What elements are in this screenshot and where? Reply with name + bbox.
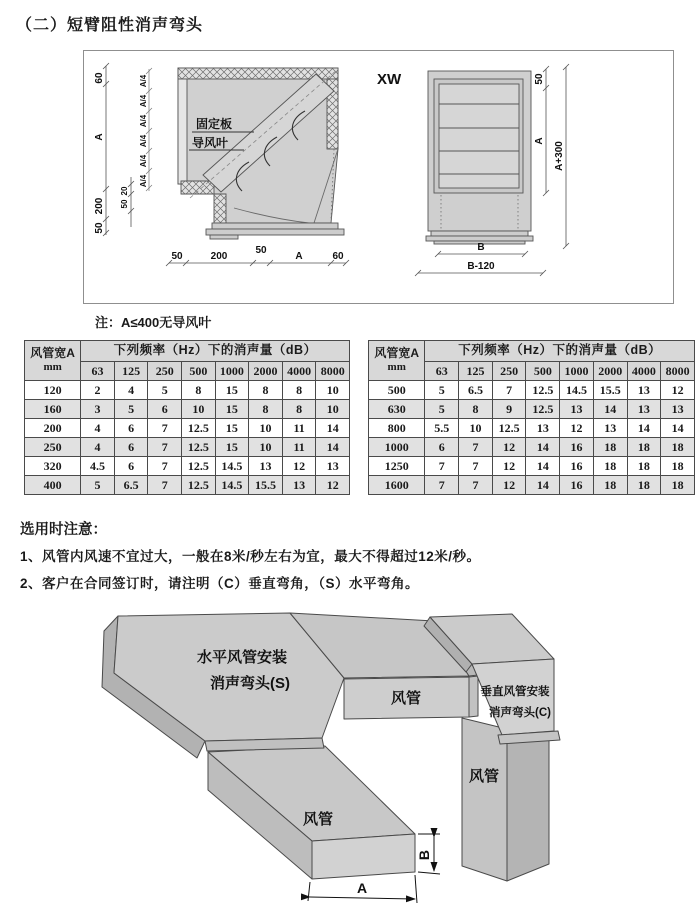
installation-diagram [0, 598, 700, 917]
frequency-header: 2000 [249, 362, 283, 381]
dim-50-inner: 50 [120, 199, 129, 209]
table-row [369, 476, 695, 495]
duct-width-cell: 250 [25, 438, 81, 457]
attenuation-cell: 12 [492, 476, 526, 495]
attenuation-cell: 5 [81, 476, 115, 495]
attenuation-cell: 13 [316, 457, 350, 476]
frequency-header: 63 [425, 362, 459, 381]
attenuation-cell: 14 [526, 438, 560, 457]
attenuation-cell: 18 [593, 438, 627, 457]
attenuation-cell: 8 [182, 381, 216, 400]
attenuation-cell: 4.5 [81, 457, 115, 476]
attenuation-cell: 13 [282, 476, 316, 495]
frequency-header: 4000 [282, 362, 316, 381]
duct-width-header: 风管宽A mm [25, 341, 81, 381]
frequency-header: 1000 [215, 362, 249, 381]
attenuation-cell: 15 [215, 419, 249, 438]
front-louver-area [439, 84, 519, 188]
attenuation-span-header: 下列频率（Hz）下的消声量（dB） [81, 341, 350, 362]
duct-width-cell: 1250 [369, 457, 425, 476]
table-row [369, 438, 695, 457]
attenuation-cell: 12.5 [182, 476, 216, 495]
frequency-header: 2000 [593, 362, 627, 381]
attenuation-cell: 4 [114, 381, 148, 400]
dim-200: 200 [94, 197, 105, 215]
table-row [369, 457, 695, 476]
attenuation-cell: 12 [282, 457, 316, 476]
attenuation-cell: 6.5 [459, 381, 493, 400]
attenuation-cell: 12.5 [526, 400, 560, 419]
attenuation-cell: 18 [627, 457, 661, 476]
notes-heading: 选用时注意： [20, 522, 107, 538]
attenuation-cell: 8 [282, 381, 316, 400]
frequency-header: 4000 [627, 362, 661, 381]
attenuation-cell: 7 [148, 419, 182, 438]
attenuation-cell: 13 [627, 400, 661, 419]
attenuation-cell: 8 [459, 400, 493, 419]
vane-spacing-mark: A/4 [139, 134, 148, 148]
frequency-header: 8000 [316, 362, 350, 381]
attenuation-cell: 12 [560, 419, 594, 438]
table-row [369, 400, 695, 419]
attenuation-cell: 14 [627, 419, 661, 438]
c-elbow-label-1: 垂直风管安装 [480, 686, 550, 698]
duct-width-cell: 200 [25, 419, 81, 438]
iso-dim-B: B [416, 849, 432, 861]
attenuation-cell: 10 [249, 419, 283, 438]
attenuation-cell: 7 [492, 381, 526, 400]
dim-50-left: 50 [94, 222, 105, 234]
duct-width-cell: 120 [25, 381, 81, 400]
guide-vane-label: 导风叶 [192, 136, 229, 150]
attenuation-cell: 5 [148, 381, 182, 400]
attenuation-cell: 15 [215, 400, 249, 419]
s-elbow-label-1: 水平风管安装 [196, 649, 288, 666]
iso-dim-A: A [356, 880, 368, 896]
attenuation-cell: 12 [316, 476, 350, 495]
vane-spacing-mark: A/4 [139, 74, 148, 88]
duct-width-cell: 1600 [369, 476, 425, 495]
attenuation-cell: 14 [316, 438, 350, 457]
attenuation-cell: 14 [316, 419, 350, 438]
attenuation-cell: 13 [560, 400, 594, 419]
dim-A-left: A [94, 133, 105, 141]
corner-lining-v [214, 194, 226, 223]
selection-notes [20, 518, 680, 599]
attenuation-cell: 12 [492, 457, 526, 476]
front-view [426, 71, 533, 244]
duct-width-cell: 1000 [369, 438, 425, 457]
attenuation-cell: 16 [560, 457, 594, 476]
dim-B: B [477, 242, 485, 253]
vane-spacing-mark: A/4 [139, 154, 148, 168]
dim-20: 20 [120, 186, 129, 196]
model-label: XW [377, 71, 402, 88]
attenuation-cell: 6 [114, 457, 148, 476]
vane-spacing-chain [139, 68, 152, 191]
dim-A300: A+300 [554, 141, 565, 171]
attenuation-cell: 6 [114, 438, 148, 457]
attenuation-cell: 7 [148, 476, 182, 495]
attenuation-cell: 12.5 [526, 381, 560, 400]
inlet-flange-1 [210, 235, 238, 239]
dim-50-top: 50 [534, 73, 545, 85]
attenuation-cell: 12.5 [182, 438, 216, 457]
duct-width-cell: 500 [369, 381, 425, 400]
diagonal-duct-end-face [312, 834, 415, 879]
table-row [369, 381, 695, 400]
attenuation-cell: 7 [148, 438, 182, 457]
attenuation-cell: 10 [182, 400, 216, 419]
table-row [369, 419, 695, 438]
attenuation-cell: 3 [81, 400, 115, 419]
attenuation-cell: 7 [459, 476, 493, 495]
attenuation-cell: 15 [215, 381, 249, 400]
duct-width-cell: 320 [25, 457, 81, 476]
note-item-1: 1、风管内风速不宜过大，一般在8米/秒左右为宜，最大不得超过12米/秒。 [20, 549, 481, 564]
horizontal-duct-collar-front [469, 676, 478, 717]
table-row [25, 438, 350, 457]
attenuation-cell: 6 [148, 400, 182, 419]
dim-b50b: 50 [255, 245, 267, 256]
horizontal-duct-label: 风管 [390, 690, 422, 707]
attenuation-cell: 14.5 [560, 381, 594, 400]
attenuation-cell: 7 [148, 457, 182, 476]
outlet-flange-2 [206, 229, 344, 235]
duct-width-cell: 160 [25, 400, 81, 419]
corner-lining-h [181, 181, 214, 194]
attenuation-cell: 13 [661, 400, 695, 419]
attenuation-cell: 8 [249, 400, 283, 419]
dim-b60: 60 [332, 251, 344, 262]
diagonal-duct [208, 746, 415, 879]
frequency-header: 125 [114, 362, 148, 381]
dim-B120: B-120 [467, 261, 495, 272]
duct-width-cell: 800 [369, 419, 425, 438]
frequency-header: 1000 [560, 362, 594, 381]
vane-spacing-mark: A/4 [139, 94, 148, 108]
technical-drawing [84, 51, 673, 303]
attenuation-cell: 6.5 [114, 476, 148, 495]
attenuation-cell: 7 [459, 457, 493, 476]
dim-b50a: 50 [171, 251, 183, 262]
attenuation-cell: 9 [492, 400, 526, 419]
table-row [25, 457, 350, 476]
attenuation-cell: 14 [526, 457, 560, 476]
outlet-flange-1 [212, 223, 338, 229]
attenuation-cell: 10 [249, 438, 283, 457]
attenuation-cell: 13 [249, 457, 283, 476]
section-view [178, 68, 344, 239]
frequency-header: 125 [459, 362, 493, 381]
table-row [25, 381, 350, 400]
vertical-duct-right-face [507, 722, 549, 881]
attenuation-cell: 16 [560, 438, 594, 457]
diagonal-duct-label: 风管 [302, 811, 334, 828]
attenuation-cell: 5 [425, 400, 459, 419]
attenuation-cell: 2 [81, 381, 115, 400]
attenuation-cell: 12 [661, 381, 695, 400]
attenuation-cell: 15 [215, 438, 249, 457]
attenuation-cell: 14 [661, 419, 695, 438]
attenuation-cell: 15.5 [593, 381, 627, 400]
attenuation-cell: 18 [627, 438, 661, 457]
attenuation-cell: 7 [425, 457, 459, 476]
drawing-note: 注：A≤400无导风叶 [95, 315, 212, 330]
vertical-duct-label: 风管 [468, 768, 500, 785]
attenuation-cell: 11 [282, 419, 316, 438]
dim-A-front: A [534, 137, 545, 145]
attenuation-cell: 12.5 [492, 419, 526, 438]
frequency-header: 63 [81, 362, 115, 381]
attenuation-cell: 10 [316, 381, 350, 400]
attenuation-cell: 8 [249, 381, 283, 400]
attenuation-cell: 13 [593, 419, 627, 438]
section-dims-bottom [166, 245, 349, 266]
attenuation-cell: 18 [593, 476, 627, 495]
attenuation-cell: 15.5 [249, 476, 283, 495]
duct-width-cell: 400 [25, 476, 81, 495]
attenuation-cell: 13 [627, 381, 661, 400]
technical-drawing-box [83, 50, 674, 304]
attenuation-cell: 10 [316, 400, 350, 419]
attenuation-cell: 14 [593, 400, 627, 419]
section-dims-left-inner [120, 177, 134, 227]
attenuation-cell: 6 [114, 419, 148, 438]
page-title: （二）短臂阻性消声弯头 [16, 17, 204, 34]
attenuation-span-header: 下列频率（Hz）下的消声量（dB） [425, 341, 695, 362]
attenuation-cell: 5.5 [425, 419, 459, 438]
attenuation-cell: 6 [425, 438, 459, 457]
frequency-header: 250 [148, 362, 182, 381]
attenuation-cell: 14.5 [215, 457, 249, 476]
attenuation-cell: 12.5 [182, 419, 216, 438]
attenuation-cell: 18 [661, 438, 695, 457]
frequency-header: 8000 [661, 362, 695, 381]
front-dims-right [534, 64, 569, 249]
front-dims-bottom [415, 242, 546, 276]
attenuation-cell: 4 [81, 419, 115, 438]
attenuation-cell: 18 [593, 457, 627, 476]
dim-bA: A [295, 251, 303, 262]
frequency-header: 500 [526, 362, 560, 381]
attenuation-cell: 12 [492, 438, 526, 457]
dim-b200: 200 [210, 251, 228, 262]
frequency-header: 500 [182, 362, 216, 381]
attenuation-cell: 13 [526, 419, 560, 438]
table-row [25, 400, 350, 419]
c-elbow-label-2: 消声弯头(C) [489, 707, 551, 719]
table-row [25, 419, 350, 438]
attenuation-cell: 8 [282, 400, 316, 419]
attenuation-cell: 14 [526, 476, 560, 495]
front-flange-1 [431, 231, 528, 236]
left-wall [178, 79, 187, 184]
attenuation-cell: 14.5 [215, 476, 249, 495]
attenuation-cell: 5 [114, 400, 148, 419]
attenuation-table-2 [368, 340, 695, 495]
attenuation-cell: 10 [459, 419, 493, 438]
vane-spacing-mark: A/4 [139, 114, 148, 128]
table-row [25, 476, 350, 495]
s-elbow-label-2: 消声弯头(S) [210, 675, 290, 692]
attenuation-cell: 4 [81, 438, 115, 457]
vane-spacing-mark: A/4 [139, 174, 148, 188]
duct-width-header: 风管宽A mm [369, 341, 425, 381]
note-item-2: 2、客户在合同签订时，请注明（C）垂直弯角，（S）水平弯角。 [20, 576, 420, 591]
section-dims-left [94, 63, 109, 236]
attenuation-cell: 5 [425, 381, 459, 400]
duct-width-cell: 630 [369, 400, 425, 419]
attenuation-cell: 16 [560, 476, 594, 495]
attenuation-cell: 7 [459, 438, 493, 457]
attenuation-cell: 18 [661, 476, 695, 495]
front-flange-2 [426, 236, 533, 241]
attenuation-table-1 [24, 340, 350, 495]
attenuation-cell: 18 [627, 476, 661, 495]
attenuation-cell: 7 [425, 476, 459, 495]
dim-60: 60 [94, 72, 105, 84]
attenuation-cell: 11 [282, 438, 316, 457]
attenuation-cell: 12.5 [182, 457, 216, 476]
attenuation-cell: 18 [661, 457, 695, 476]
fixing-plate-label: 固定板 [196, 117, 233, 131]
frequency-header: 250 [492, 362, 526, 381]
